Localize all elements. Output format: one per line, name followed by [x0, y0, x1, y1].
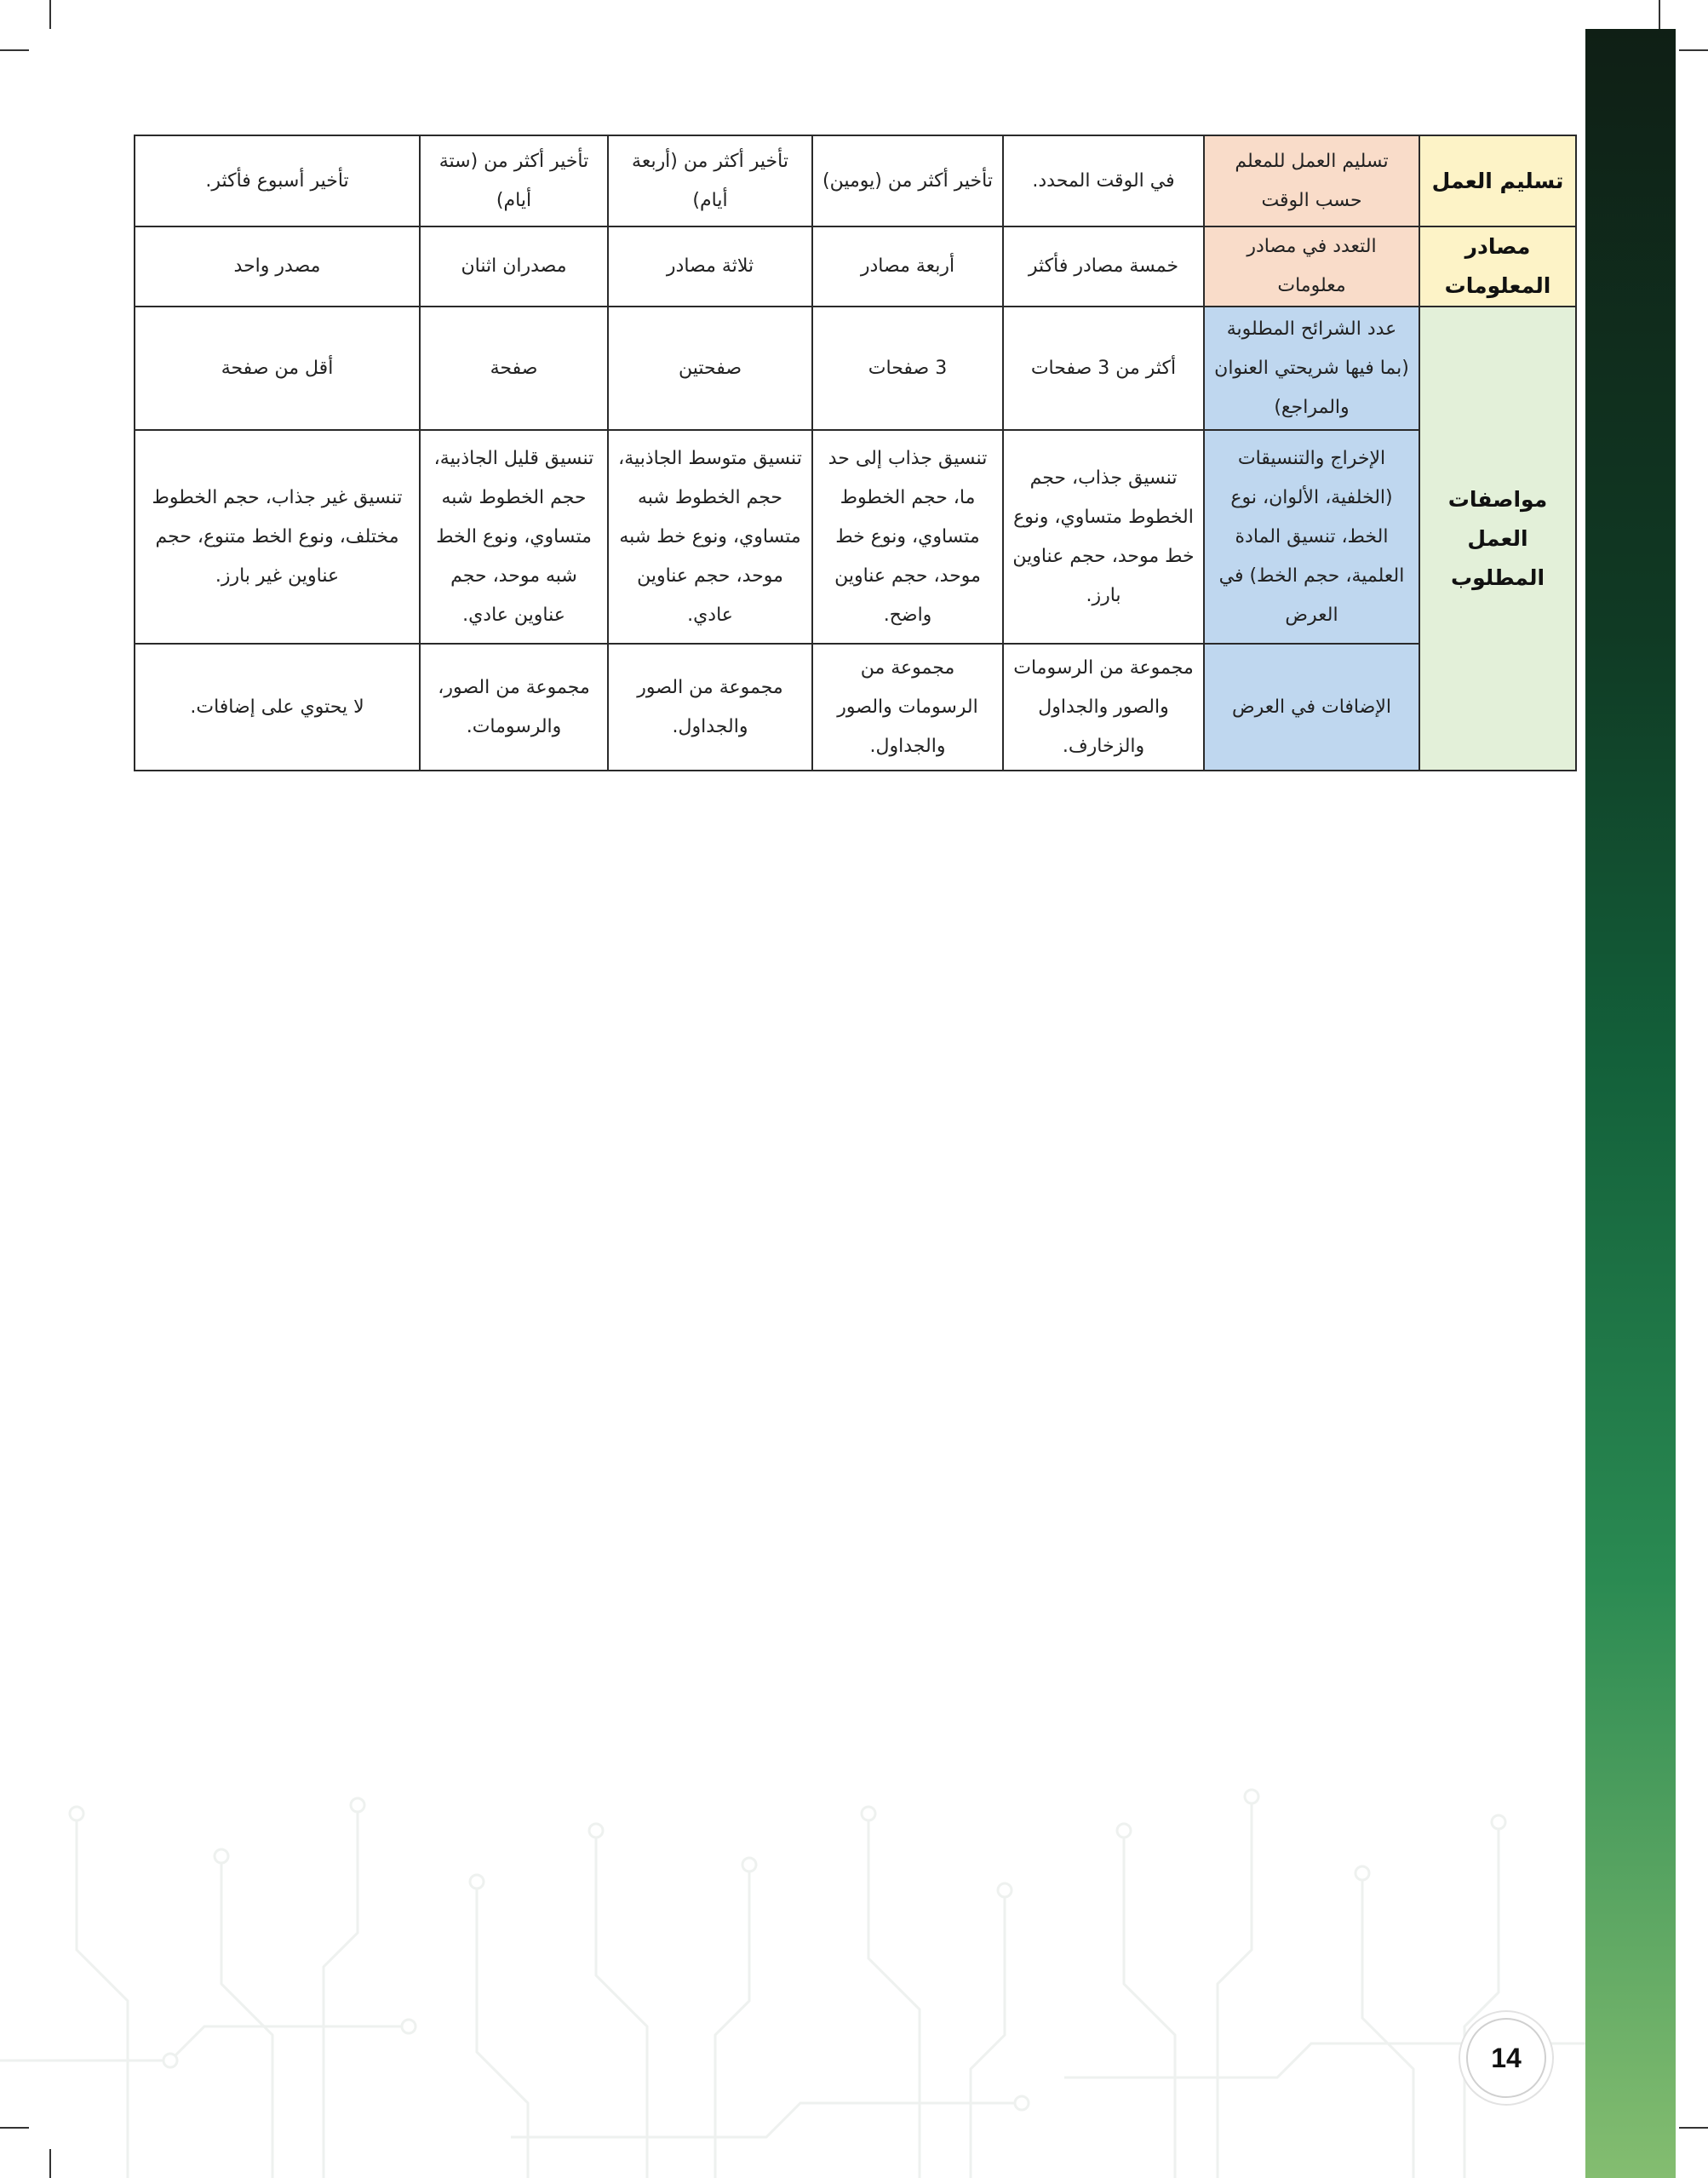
level-cell: أربعة مصادر: [812, 226, 1003, 307]
level-cell: تنسيق جذاب إلى حد ما، حجم الخطوط متساوي، ونوع خط موحد، حجم عناوين واضح.: [812, 430, 1003, 644]
level-cell: مجموعة من الرسومات والصور والجداول.: [812, 644, 1003, 771]
table-row: [135, 644, 1576, 771]
level-cell: في الوقت المحدد.: [1003, 135, 1204, 226]
crop-mark: [0, 49, 29, 51]
table-row: [135, 430, 1576, 644]
level-cell: صفحة: [420, 307, 608, 430]
level-cell: تأخير أكثر من (أربعة أيام): [608, 135, 812, 226]
level-cell: لا يحتوي على إضافات.: [135, 644, 420, 771]
level-cell: تأخير أكثر من (يومين): [812, 135, 1003, 226]
rubric-table: [134, 135, 1577, 771]
criterion-cell: تسليم العمل للمعلم حسب الوقت: [1204, 135, 1419, 226]
table-row: [135, 226, 1576, 307]
row-label: مصادر المعلومات: [1419, 226, 1576, 307]
row-label: تسليم العمل: [1419, 135, 1576, 226]
level-cell: تنسيق متوسط الجاذبية، حجم الخطوط شبه متساوي، ونوع خط شبه موحد، حجم عناوين عادي.: [608, 430, 812, 644]
level-cell: مصدران اثنان: [420, 226, 608, 307]
level-cell: أكثر من 3 صفحات: [1003, 307, 1204, 430]
level-cell: مجموعة من الرسومات والصور والجداول والزخارف.: [1003, 644, 1204, 771]
crop-mark: [49, 0, 51, 29]
level-cell: تأخير أسبوع فأكثر.: [135, 135, 420, 226]
criterion-cell: الإضافات في العرض: [1204, 644, 1419, 771]
criterion-cell: الإخراج والتنسيقات (الخلفية، الألوان، نوع الخط، تنسيق المادة العلمية، حجم الخط) في العرض: [1204, 430, 1419, 644]
level-cell: مجموعة من الصور والجداول.: [608, 644, 812, 771]
level-cell: مجموعة من الصور، والرسومات.: [420, 644, 608, 771]
level-cell: خمسة مصادر فأكثر: [1003, 226, 1204, 307]
crop-mark: [1679, 2127, 1708, 2129]
table-row: [135, 307, 1576, 430]
level-cell: مصدر واحد: [135, 226, 420, 307]
sidebar-gradient: [1585, 29, 1676, 2178]
level-cell: تأخير أكثر من (ستة أيام): [420, 135, 608, 226]
criterion-cell: عدد الشرائح المطلوبة (بما فيها شريحتي العنوان والمراجع): [1204, 307, 1419, 430]
level-cell: أقل من صفحة: [135, 307, 420, 430]
level-cell: صفحتين: [608, 307, 812, 430]
page-number: 14: [1466, 2018, 1546, 2098]
criterion-cell: التعدد في مصادر معلومات: [1204, 226, 1419, 307]
row-label: مواصفات العمل المطلوب: [1419, 307, 1576, 771]
level-cell: تنسيق جذاب، حجم الخطوط متساوي، ونوع خط موحد، حجم عناوين بارز.: [1003, 430, 1204, 644]
crop-mark: [1659, 0, 1660, 29]
level-cell: تنسيق قليل الجاذبية، حجم الخطوط شبه متساوي، ونوع الخط شبه موحد، حجم عناوين عادي.: [420, 430, 608, 644]
level-cell: تنسيق غير جذاب، حجم الخطوط مختلف، ونوع الخط متنوع، حجم عناوين غير بارز.: [135, 430, 420, 644]
level-cell: ثلاثة مصادر: [608, 226, 812, 307]
level-cell: 3 صفحات: [812, 307, 1003, 430]
circuit-background: [0, 1780, 1585, 2178]
crop-mark: [1679, 49, 1708, 51]
table-row: [135, 135, 1576, 226]
